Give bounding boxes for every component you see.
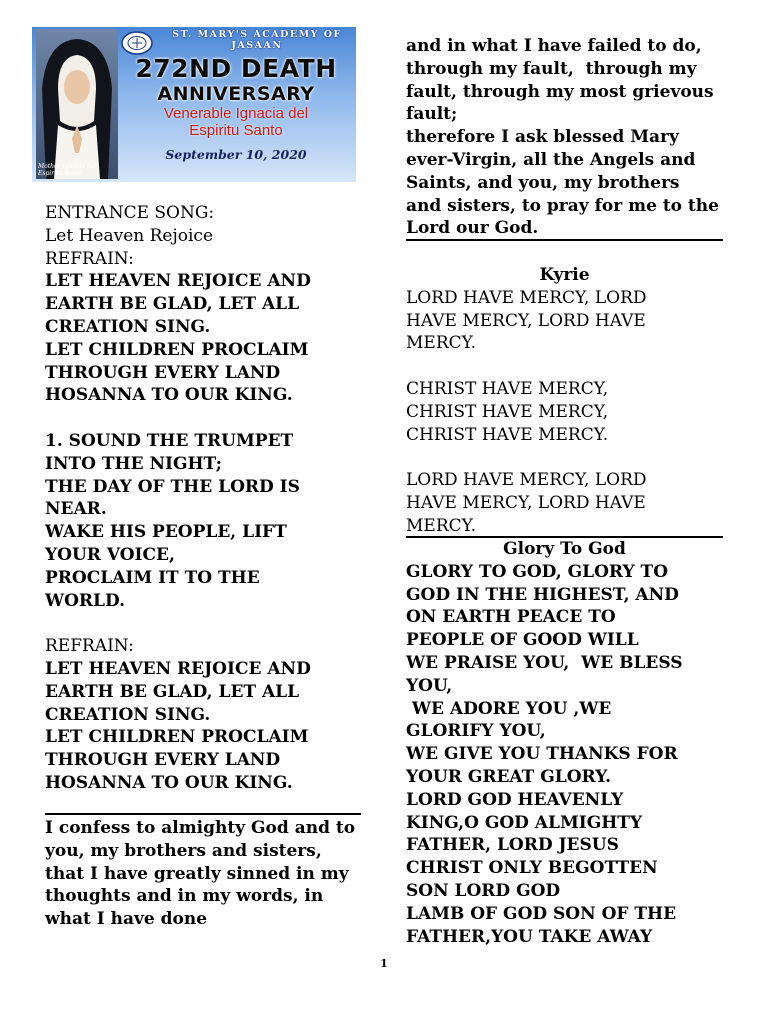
refrain-line: HOSANNA TO OUR KING. (45, 385, 293, 406)
gloria-line: ON EARTH PEACE TO (406, 607, 616, 628)
gloria-line: LAMB OF GOD SON OF THE (406, 903, 677, 924)
refrain-line: CREATION SING. (45, 704, 211, 725)
section-divider (406, 239, 723, 241)
refrain-line: LET CHILDREN PROCLAIM (45, 727, 309, 748)
confiteor-line: Saints, and you, my brothers (406, 172, 680, 193)
kyrie-line: CHRIST HAVE MERCY, (406, 378, 609, 399)
anniversary-banner (32, 27, 356, 182)
refrain-line: LET CHILDREN PROCLAIM (45, 339, 309, 360)
section-divider (45, 813, 361, 815)
confiteor-line: and in what I have failed to do, (406, 36, 702, 56)
gloria-line: LORD GOD HEAVENLY (406, 789, 624, 810)
gloria-line: FATHER, LORD JESUS (406, 835, 619, 856)
kyrie-line: CHRIST HAVE MERCY, (406, 401, 609, 422)
gloria-line: YOU, (406, 675, 453, 696)
kyrie-line: MERCY. (406, 515, 477, 536)
verse-line: NEAR. (45, 499, 107, 520)
refrain-line: LET HEAVEN REJOICE AND (45, 271, 311, 292)
confiteor-line: through my fault, through my (406, 58, 697, 79)
kyrie-line: LORD HAVE MERCY, LORD (406, 287, 647, 308)
gloria-line: WE PRAISE YOU, WE BLESS (406, 652, 683, 673)
verse-line: WORLD. (45, 590, 126, 611)
confiteor-line: that I have greatly sinned in my (45, 863, 349, 884)
confiteor-line: Lord our God. (406, 218, 539, 239)
left-column (45, 202, 365, 795)
verse-line: YOUR VOICE, (45, 544, 175, 565)
verse-line: THE DAY OF THE LORD IS (45, 476, 300, 497)
kyrie-line: HAVE MERCY, LORD HAVE (406, 492, 646, 513)
refrain-line: THROUGH EVERY LAND (45, 362, 281, 383)
confiteor-right (406, 35, 726, 240)
verse-line: INTO THE NIGHT; (45, 453, 222, 474)
refrain-text (45, 270, 365, 407)
gloria-section (406, 538, 726, 948)
confiteor-line: fault; (406, 104, 458, 125)
venerable-name (116, 105, 356, 139)
page-number: 1 (380, 957, 388, 970)
refrain-text-repeat (45, 658, 365, 795)
anniversary-title (116, 55, 356, 105)
blank-line (45, 407, 365, 430)
gloria-line: SON LORD GOD (406, 880, 561, 901)
refrain-label: REFRAIN: (45, 248, 134, 269)
confiteor-line: ever-Virgin, all the Angels and (406, 149, 696, 170)
anniversary-title-line1: 272ND DEATH (135, 54, 337, 83)
blank-line (45, 612, 365, 635)
gloria-line: KING,O GOD ALMIGHTY (406, 812, 643, 833)
verse-line: WAKE HIS PEOPLE, LIFT (45, 522, 287, 543)
blank-line (406, 355, 726, 378)
portrait-caption: Mother Ignacia del Espiritu Santo (38, 163, 97, 177)
kyrie-line: CHRIST HAVE MERCY. (406, 424, 609, 445)
kyrie-section (406, 264, 726, 538)
anniversary-title-line2: ANNIVERSARY (157, 83, 315, 105)
confiteor-line: and sisters, to pray for me to the (406, 195, 719, 216)
verse-1 (45, 430, 365, 612)
confiteor-line: what I have done (45, 909, 208, 930)
venerable-name-line2: Espiritu Santo (189, 122, 283, 139)
refrain-line: EARTH BE GLAD, LET ALL (45, 294, 300, 315)
gloria-line: GLORY TO GOD, GLORY TO (406, 561, 669, 582)
venerable-name-line1: Venerable Ignacia del (163, 105, 309, 122)
confiteor-left (45, 817, 365, 931)
kyrie-line: MERCY. (406, 333, 477, 354)
blank-line (406, 446, 726, 469)
entrance-heading: ENTRANCE SONG: (45, 203, 215, 223)
refrain-line: CREATION SING. (45, 316, 211, 337)
confiteor-line: thoughts and in my words, in (45, 886, 324, 907)
nun-portrait-image (36, 29, 118, 179)
confiteor-line: fault, through my most grievous (406, 81, 714, 102)
gloria-line: GLORIFY YOU, (406, 721, 546, 742)
verse-line: PROCLAIM IT TO THE (45, 567, 260, 588)
confiteor-line: therefore I ask blessed Mary (406, 127, 679, 148)
kyrie-line: LORD HAVE MERCY, LORD (406, 470, 647, 491)
kyrie-line: HAVE MERCY, LORD HAVE (406, 310, 646, 331)
refrain-line: HOSANNA TO OUR KING. (45, 772, 293, 793)
refrain-label: REFRAIN: (45, 636, 134, 657)
verse-line: 1. SOUND THE TRUMPET (45, 430, 294, 451)
school-name: ST. MARY'S ACADEMY OF JASAAN (172, 29, 342, 51)
confiteor-line: I confess to almighty God and to (45, 818, 356, 838)
gloria-line: WE ADORE YOU ,WE (406, 698, 612, 719)
gloria-line: WE GIVE YOU THANKS FOR (406, 744, 678, 765)
refrain-line: LET HEAVEN REJOICE AND (45, 658, 311, 679)
gloria-title: Glory To God (503, 539, 626, 559)
gloria-line: YOUR GREAT GLORY. (406, 766, 611, 787)
school-seal-icon (120, 31, 154, 55)
anniversary-date: September 10, 2020 (165, 147, 307, 162)
refrain-line: THROUGH EVERY LAND (45, 750, 281, 771)
song-title: Let Heaven Rejoice (45, 225, 214, 246)
gloria-line: CHRIST ONLY BEGOTTEN (406, 858, 658, 879)
gloria-line: GOD IN THE HIGHEST, AND (406, 584, 679, 605)
gloria-line: FATHER,YOU TAKE AWAY (406, 926, 653, 947)
refrain-line: EARTH BE GLAD, LET ALL (45, 681, 300, 702)
kyrie-title: Kyrie (539, 265, 590, 285)
confiteor-line: you, my brothers and sisters, (45, 840, 322, 861)
gloria-line: PEOPLE OF GOOD WILL (406, 630, 639, 651)
